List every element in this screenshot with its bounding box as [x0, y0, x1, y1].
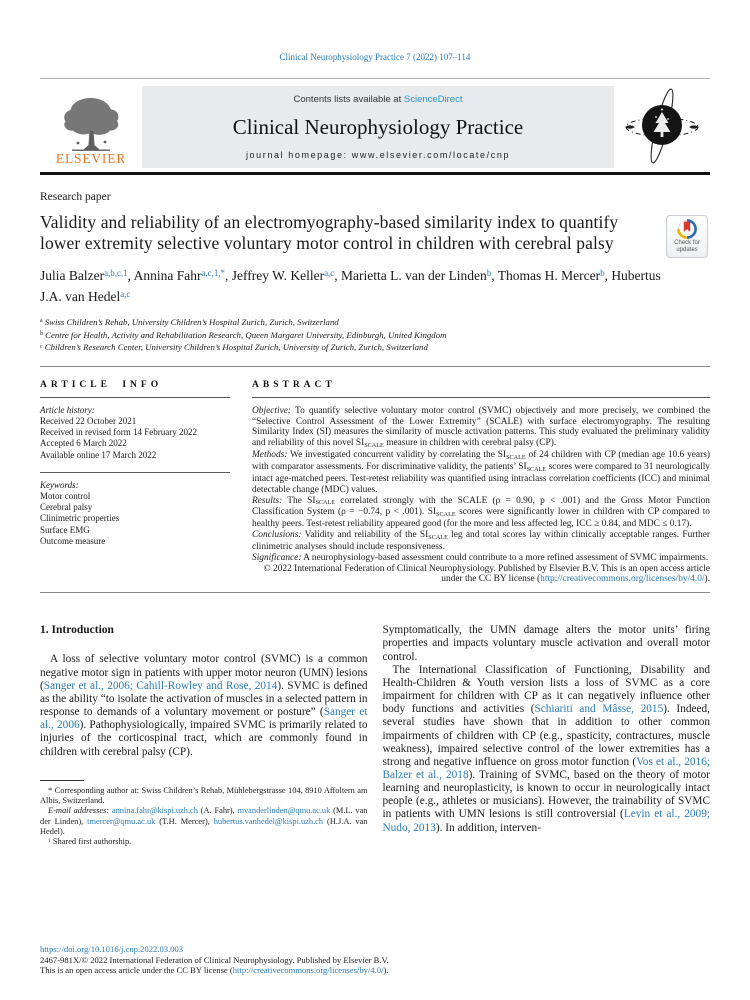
body-paragraph: Symptomatically, the UMN damage alters the motor units’ firing properties and impacts voluntary muscle activation and overall motor control. [382, 624, 710, 663]
abstract-paragraph-label: Objective: [252, 405, 292, 416]
email-addresses-note: E-mail addresses: annina.fahr@kispi.uzh.ch (A. Fahr), mvanderlinden@qmu.ac.uk (M.L. van der Linden), tmercer@qmu.ac.uk (T.H. Mercer), hubertus.vanhedel@kispi.uzh.ch (H.J.A. van Hedel). [40, 806, 368, 836]
keyword-item: Motor control [40, 491, 91, 501]
footnote-block [40, 780, 368, 849]
abstract-paragraph-label: Significance: [252, 552, 302, 563]
abstract-paragraph [252, 496, 710, 531]
keywords-block [40, 473, 230, 547]
abstract-paragraph-label: Methods: [252, 450, 288, 461]
superscript: c [40, 343, 43, 350]
body-paragraph: The International Classification of Functioning, Disability and Health-Children & Youth version lists a loss of SVMC as a core impairment for children with CP as it can negatively influence other body functions and activities (Schiariti and Mâsse, 2015). Indeed, several studies have shown that in addition to other common impairments of children with CP (e.g., spasticity, contractures, muscle weakness), impaired selective control of the lower extremities has a strong and negative influence on gross motor function (Vos et al., 2016; Balzer et al., 2018). Training of SVMC, based on the theory of motor learning and neuroplasticity, is known to occur in neurologically intact people (e.g., athletes or musicians). However, the trainability of SVMC in patients with UMN lesions is still controversial (Levin et al., 2009; Nudo, 2013). In addition, interven- [382, 663, 710, 834]
inline-link[interactable]: Sanger et al., 2006 [40, 706, 368, 732]
history-item: Received 22 October 2021 [40, 415, 137, 426]
journal-masthead [40, 86, 710, 168]
shared-authorship-note: $^1$ Shared first authorship. [48, 837, 132, 847]
page-footer [40, 944, 710, 976]
article-history-label: Article history: [40, 404, 95, 415]
subscript: SCALE [428, 533, 448, 541]
check-for-updates-label: Check for updates [674, 240, 700, 253]
keyword-item: Clinimetric properties [40, 513, 120, 524]
subscript: SCALE [436, 510, 456, 518]
authors-line: Julia Balzer$^{a,b,c,1}$, Annina Fahr$^{a,c,1,*}$, Jeffrey W. Keller$^{a,c}$, Marietta L. van der Linden$^b$, Thomas H. Mercer$^b$, Hubertus J.A. van Hedel$^{a,c}$ [40, 268, 661, 304]
abstract-paragraph-label: Results: [252, 495, 283, 506]
article-type-label: Research paper [40, 191, 111, 203]
abstract-paragraph-text: A neurophysiology-based assessment could contribute to a more refined assessment of SVMC impairments. [301, 552, 709, 563]
superscript: a [40, 318, 43, 325]
inline-link[interactable]: annina.fahr@kispi.uzh.ch [111, 806, 198, 816]
body-right-column [383, 624, 711, 848]
info-abstract-section [40, 380, 710, 586]
journal-logo [614, 86, 710, 168]
inline-link[interactable]: tmercer@qmu.ac.uk [87, 816, 156, 826]
article-info-column [40, 380, 230, 586]
section-heading-introduction: 1. Introduction [40, 624, 114, 637]
abstract-copyright: © 2022 International Federation of Clinical Neurophysiology. Published by Elsevier B.V. This is an open access article under the CC BY license (http://creativecommons.org/licenses/by/4.0/). [263, 563, 710, 585]
body-paragraph: A loss of selective voluntary motor control (SVMC) is a common negative motor sign in patients with upper motor neuron (UMN) lesions (Sanger et al., 2006; Cahill-Rowley and Rose, 2014). SVMC is defined as the ability “to isolate the activation of muscles in a selected pattern in response to demands of a voluntary movement or posture” (Sanger et al., 2006). Pathophysiologically, impaired SVMC is primarily related to injuries of the corticospinal tract, which are commonly found in children with cerebral palsy (CP). [40, 653, 368, 758]
journal-title: Clinical Neurophysiology Practice [232, 115, 524, 139]
top-divider [40, 78, 710, 79]
masthead-bottom-rule [40, 172, 710, 175]
abstract-paragraph [252, 450, 710, 495]
affiliation-item: $^a$ Swiss Children’s Rehab, University Children’s Hospital Zurich, Zurich, Switzerland [40, 317, 339, 327]
abstract-paragraph [252, 530, 710, 553]
issn-copyright-line: 2467-981X/© 2022 International Federation of Clinical Neurophysiology. Published by Elsevier B.V. [40, 954, 389, 965]
corresponding-author-note: * Corresponding author at: Swiss Children’s Rehab, Mühlebergstrasse 104, 8910 Affoltern am Albis, Switzerland. [40, 785, 368, 805]
sciencedirect-link[interactable]: ScienceDirect [403, 94, 463, 105]
affiliations-divider [40, 366, 710, 367]
doi-link[interactable]: https://doi.org/10.1016/j.cnp.2022.03.003 [40, 944, 184, 954]
affiliation-item: $^b$ Centre for Health, Activity and Rehabilitation Research, Queen Margaret University, Edinburgh, United Kingdom [40, 329, 447, 340]
check-for-updates-badge[interactable] [666, 215, 708, 258]
elsevier-logo-text: ELSEVIER [55, 151, 127, 166]
sphere-tree-orbits-icon [623, 86, 701, 168]
subscript: SCALE [315, 499, 336, 507]
history-item: Accepted 6 March 2022 [40, 438, 127, 449]
journal-homepage-link[interactable]: www.elsevier.com/locate/cnp [351, 150, 511, 160]
abstract-paragraph [252, 553, 710, 564]
affiliations [40, 317, 710, 355]
inline-link[interactable]: Sanger et al., 2006; Cahill-Rowley and Rose, 2014 [43, 679, 278, 692]
inline-link[interactable]: http://creativecommons.org/licenses/by/4.0/ [232, 965, 384, 976]
subscript: SCALE [364, 441, 384, 449]
superscript: a,c,1,* [201, 268, 225, 278]
inline-link[interactable]: Vos et al., 2016; Balzer et al., 2018 [382, 755, 710, 781]
abstract-paragraph-text: We investigated concurrent validity by correlating the $SI_{SCALE}$ of 24 children with CP (median age 10.6 years) with comparator assessments. For discriminative validity, the patients’ $SI_{SCALE}$ scores were compared to 31 neurologically intact age-matched peers. Test-retest reliability was quantified using intraclass correlation coefficients (ICC) and minimal detectable change (MDC) values. [252, 450, 710, 495]
subscript: SCALE [506, 453, 526, 461]
superscript: b [486, 268, 492, 278]
inline-link[interactable]: Schiariti and Mâsse, 2015 [534, 703, 664, 716]
article-body [40, 624, 710, 848]
article-info-heading: ARTICLE INFO [40, 380, 230, 398]
abstract-paragraph-text: The $SI_{SCALE}$ correlated strongly with the SCALE (ρ = 0.90, p < .001) and the Gross Motor Function Classification System (ρ = −0.74, p < .001). $SI_{SCALE}$ scores were significantly lower in children with CP compared to healthy peers. Test-retest reliability appeared good (for the more and less affected leg, ICC ≥ 0.84, and MDC ≤ 0.17). [252, 495, 710, 530]
abstract-paragraph [252, 406, 710, 450]
title-block [40, 212, 710, 253]
superscript: 1 [48, 837, 51, 844]
superscript: a,c [324, 268, 335, 278]
abstract-bottom-divider [40, 592, 710, 593]
keywords-label: Keywords: [40, 479, 79, 490]
homepage-label: journal homepage: [245, 150, 352, 160]
abstract-paragraph-text: Validity and reliability of the $SI_{SCALE}$ leg and total scores lay within clinically acceptable ranges. Further clinimetric analyses should include responsiveness. [252, 530, 710, 552]
contents-line [148, 94, 608, 105]
elsevier-tree-icon [60, 97, 122, 153]
abstract-body [252, 398, 710, 586]
running-head-citation: Clinical Neurophysiology Practice 7 (2022) 107–114 [279, 52, 471, 62]
elsevier-logo[interactable] [40, 86, 142, 168]
footnote-divider [40, 780, 84, 781]
superscript: b [600, 268, 605, 278]
keyword-item: Surface EMG [40, 524, 90, 535]
affiliation-item: $^c$ Children’s Research Center, University Children’s Hospital Zurich, University of Zurich, Zurich, Switzerland [40, 342, 428, 353]
body-left-column [40, 624, 368, 848]
journal-homepage-line [148, 150, 608, 160]
superscript: b [40, 330, 43, 337]
inline-link[interactable]: hubertus.vanhedel@kispi.uzh.ch [213, 816, 324, 826]
masthead-center-panel [142, 86, 614, 168]
history-item: Available online 17 March 2022 [40, 449, 157, 460]
subscript: SCALE [526, 465, 547, 473]
crossmark-bookmark-circle-icon [677, 219, 697, 239]
keyword-item: Outcome measure [40, 535, 106, 546]
abstract-column [252, 380, 710, 586]
inline-link[interactable]: mvanderlinden@qmu.ac.uk [237, 806, 331, 816]
abstract-paragraph-text: To quantify selective voluntary motor control (SVMC) objectively and more precisely, we combined the “Selective Control Assessment of the Lower Extremity” (SCALE) with surface electromyography. The resulting Similarity Index (SI) measures the similarity of muscle activation patterns. This study evaluated the preliminary validity and reliability of this novel $SI_{SCALE}$ measure in children with cerebral palsy (CP). [252, 405, 710, 449]
superscript: a,b,c,1 [104, 268, 128, 278]
contents-label: Contents lists available at [293, 94, 404, 105]
superscript: a,c [120, 289, 131, 299]
inline-link[interactable]: Levin et al., 2009; Nudo, 2013 [382, 808, 710, 834]
history-item: Received in revised form 14 February 2022 [40, 427, 197, 438]
inline-link[interactable]: http://creativecommons.org/licenses/by/4.0/ [540, 574, 705, 585]
article-title: Validity and reliability of an electromyography-based similarity index to quantify lower extremity selective voluntary motor control in children with cerebral palsy [40, 212, 619, 253]
license-line: This is an open access article under the CC BY license (http://creativecommons.org/licenses/by/4.0/). [40, 965, 389, 976]
abstract-heading: ABSTRACT [252, 380, 710, 398]
article-history-block [40, 398, 230, 473]
keyword-item: Cerebral palsy [40, 502, 93, 513]
abstract-paragraph-label: Conclusions: [252, 530, 302, 541]
